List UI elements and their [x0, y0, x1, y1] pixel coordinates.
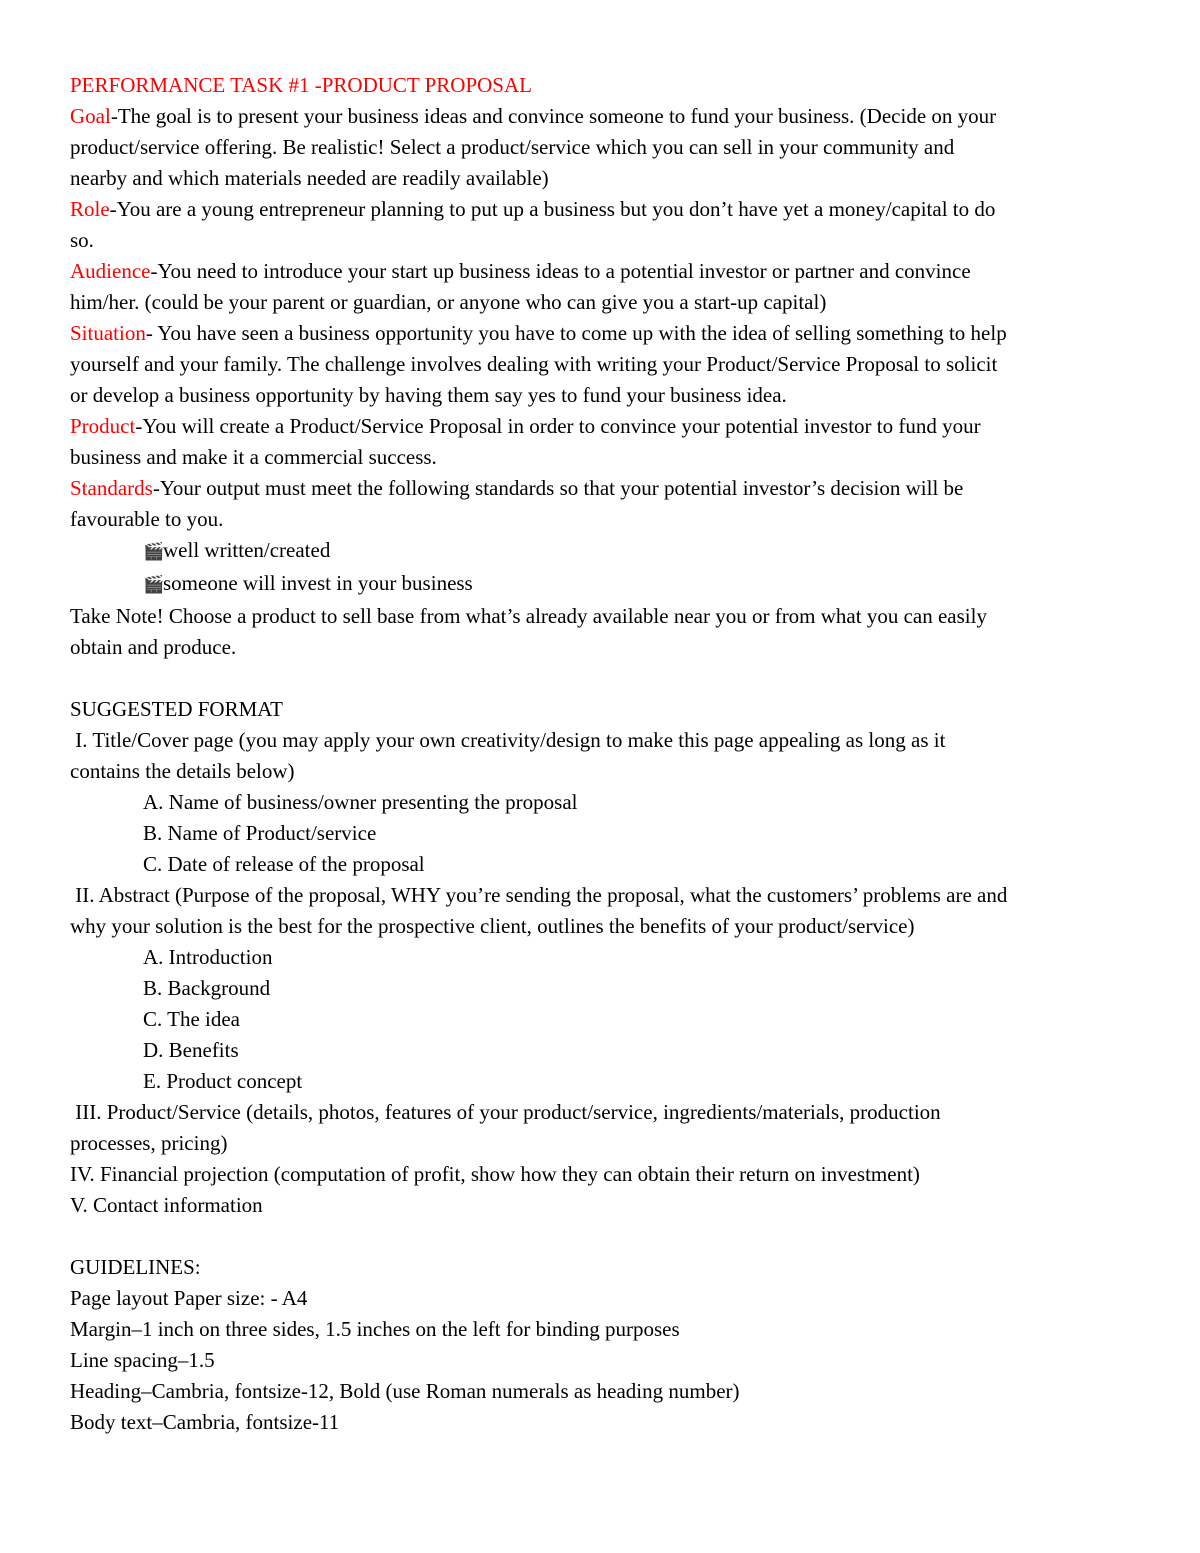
guideline-item: Margin–1 inch on three sides, 1.5 inches on the left for binding purposes — [70, 1317, 680, 1341]
format-subitem: E. Product concept — [143, 1069, 303, 1093]
format-section-5: V. Contact information — [70, 1193, 263, 1217]
guidelines-heading: GUIDELINES: — [70, 1255, 201, 1279]
audience-text: -You need to introduce your start up business ideas to a potential investor or partner and convince — [150, 259, 971, 283]
take-note-line-2: obtain and produce. — [70, 635, 237, 659]
role-line-2: so. — [70, 228, 94, 252]
format-heading: SUGGESTED FORMAT — [70, 697, 283, 721]
goal-line-3: nearby and which materials needed are readily available) — [70, 166, 549, 190]
guideline-item: Page layout Paper size: - A4 — [70, 1286, 308, 1310]
format-section-3-line-2: processes, pricing) — [70, 1131, 228, 1155]
role-text: -You are a young entrepreneur planning to put up a business but you don’t have yet a money/capital to do — [109, 197, 996, 221]
audience-line-2: him/her. (could be your parent or guardian, or anyone who can give you a start-up capital) — [70, 290, 827, 314]
guideline-item: Line spacing–1.5 — [70, 1348, 215, 1372]
audience-label: Audience — [70, 259, 151, 283]
product-text: -You will create a Product/Service Proposal in order to convince your potential investor to fund your — [135, 414, 981, 438]
format-subitem: D. Benefits — [143, 1038, 239, 1062]
format-section-3: III. Product/Service (details, photos, features of your product/service, ingredients/materials, production — [70, 1100, 941, 1124]
spacer — [70, 1221, 1140, 1252]
product-label: Product — [70, 414, 136, 438]
standards-label: Standards — [70, 476, 153, 500]
format-section-1-line-2: contains the details below) — [70, 759, 295, 783]
situation-line-2: yourself and your family. The challenge involves dealing with writing your Product/Service Proposal to solicit — [70, 352, 998, 376]
format-section-2-line-2: why your solution is the best for the prospective client, outlines the benefits of your product/service) — [70, 914, 915, 938]
standard-bullet-text: well written/created — [163, 538, 331, 562]
format-subitem: B. Background — [143, 976, 271, 1000]
standard-bullet — [70, 568, 1140, 601]
format-section-1: I. Title/Cover page (you may apply your own creativity/design to make this page appealing as long as it — [70, 728, 946, 752]
document-page — [70, 70, 1140, 1438]
standards-text: -Your output must meet the following standards so that your potential investor’s decision will be — [152, 476, 964, 500]
role-paragraph — [70, 194, 1140, 225]
standards-paragraph — [70, 473, 1140, 504]
take-note: Take Note! Choose a product to sell base from what’s already available near you or from what you can easily — [70, 604, 987, 628]
format-section-2: II. Abstract (Purpose of the proposal, WHY you’re sending the proposal, what the customers’ problems are and — [70, 883, 1008, 907]
clapperboard-icon: 🎬 — [143, 575, 165, 595]
situation-text: - You have seen a business opportunity you have to come up with the idea of selling something to help — [145, 321, 1007, 345]
clapperboard-icon: 🎬 — [143, 542, 165, 562]
format-subitem: B. Name of Product/service — [143, 821, 377, 845]
format-subitem: A. Name of business/owner presenting the proposal — [143, 790, 578, 814]
format-subitem: A. Introduction — [143, 945, 273, 969]
situation-label: Situation — [70, 321, 146, 345]
goal-paragraph — [70, 101, 1140, 132]
format-subitem: C. Date of release of the proposal — [143, 852, 425, 876]
guideline-item: Body text–Cambria, fontsize-11 — [70, 1410, 340, 1434]
product-paragraph — [70, 411, 1140, 442]
spacer — [70, 663, 1140, 694]
format-section-4: IV. Financial projection (computation of profit, show how they can obtain their return on investment) — [70, 1162, 920, 1186]
situation-paragraph — [70, 318, 1140, 349]
goal-text: -The goal is to present your business ideas and convince someone to fund your business. (Decide on your — [110, 104, 997, 128]
situation-line-3: or develop a business opportunity by having them say yes to fund your business idea. — [70, 383, 787, 407]
role-label: Role — [70, 197, 110, 221]
format-subitem: C. The idea — [143, 1007, 241, 1031]
goal-line-2: product/service offering. Be realistic! Select a product/service which you can sell in your community and — [70, 135, 955, 159]
standard-bullet-text: someone will invest in your business — [163, 571, 473, 595]
audience-paragraph — [70, 256, 1140, 287]
goal-label: Goal — [70, 104, 111, 128]
task-title: PERFORMANCE TASK #1 -PRODUCT PROPOSAL — [70, 73, 532, 97]
standards-line-2: favourable to you. — [70, 507, 224, 531]
product-line-2: business and make it a commercial success. — [70, 445, 437, 469]
standard-bullet — [70, 535, 1140, 568]
guideline-item: Heading–Cambria, fontsize-12, Bold (use Roman numerals as heading number) — [70, 1379, 740, 1403]
